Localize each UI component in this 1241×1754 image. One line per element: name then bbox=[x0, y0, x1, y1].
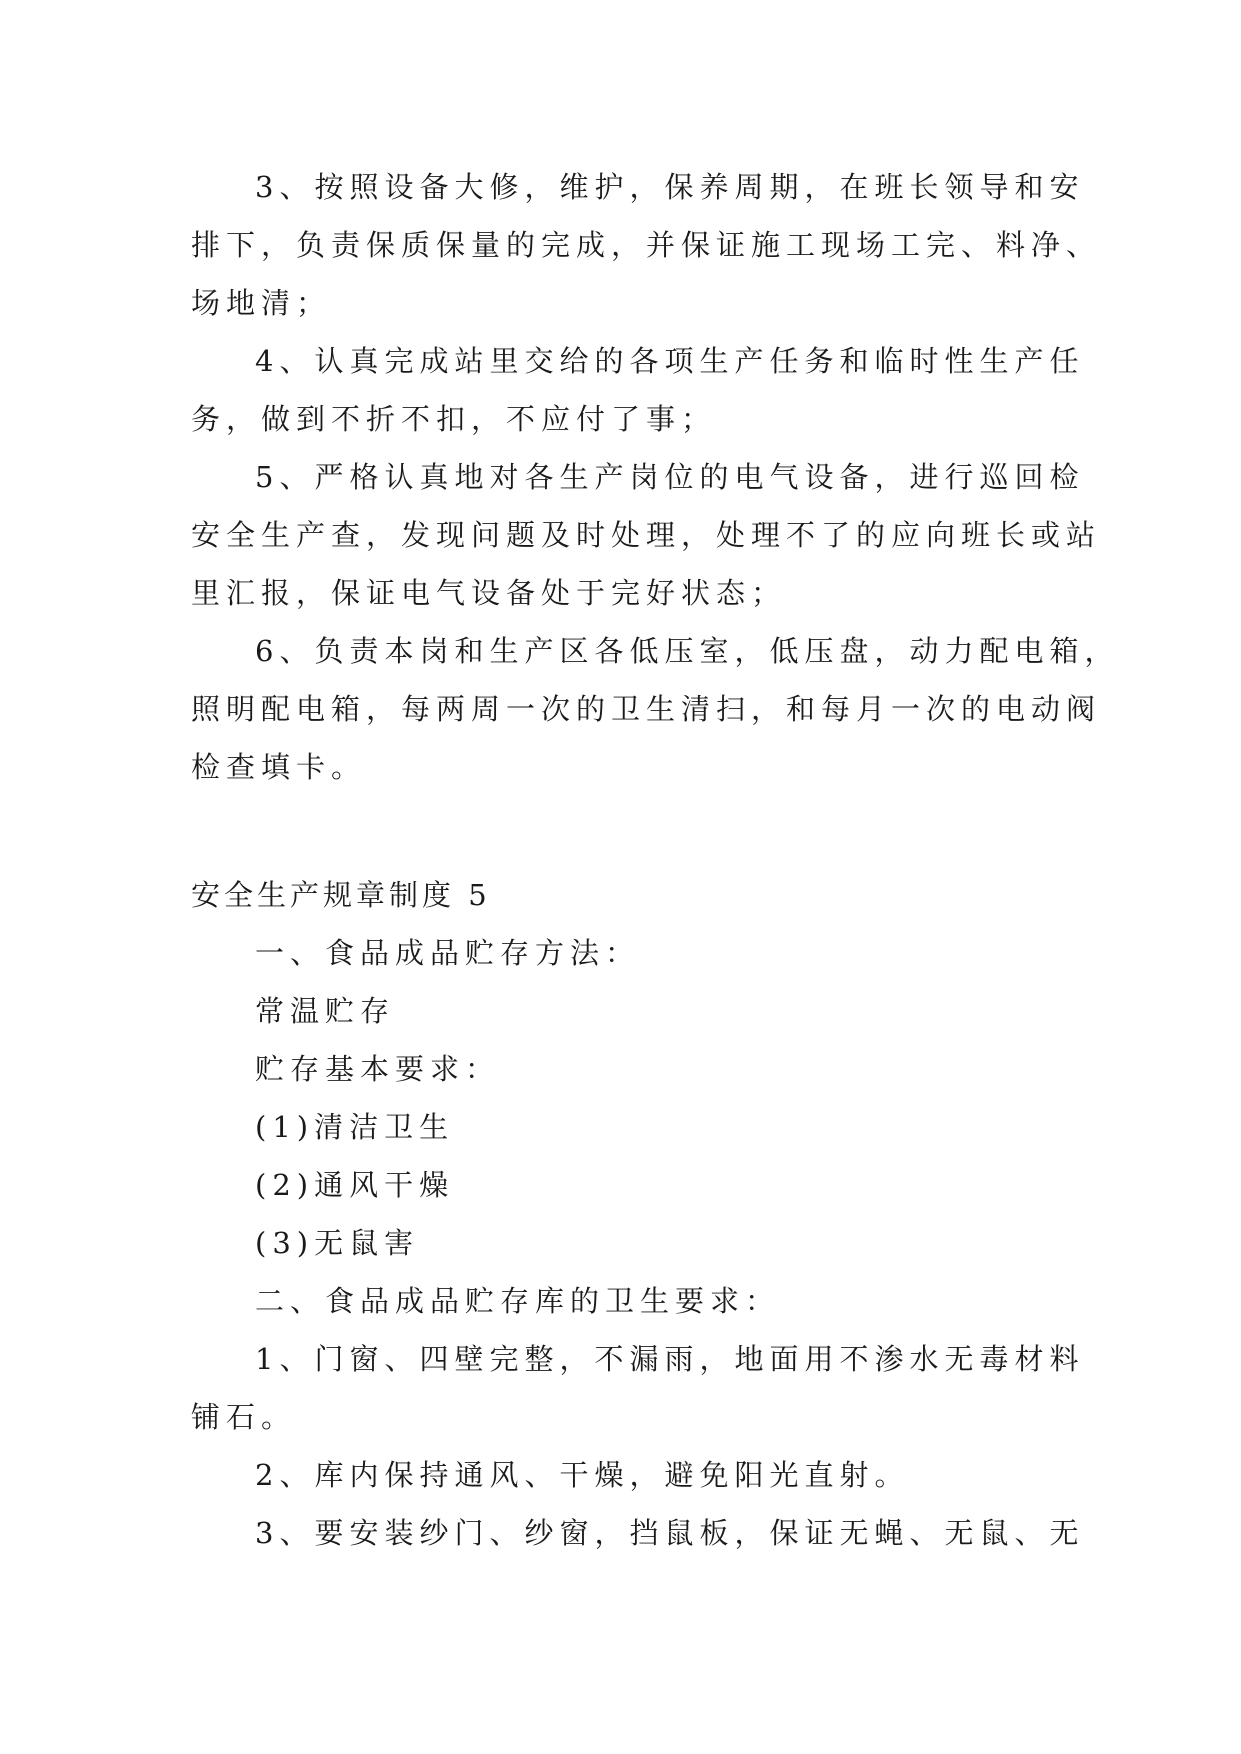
paragraph-cleaning bbox=[191, 622, 1120, 796]
list-item: 贮存基本要求： bbox=[255, 1052, 501, 1086]
section-title: 安全生产规章制度 5 bbox=[191, 878, 491, 912]
text-line: 2、库内保持通风、干燥，避免阳光直射。 bbox=[255, 1458, 910, 1492]
paragraph-maintenance bbox=[191, 158, 1102, 332]
text-line: 安全生产查，发现问题及时处理，处理不了的应向班长或站 bbox=[191, 518, 1102, 552]
list-item: 一、食品成品贮存方法： bbox=[255, 936, 641, 970]
paragraph-screens bbox=[191, 1504, 1085, 1562]
text-line: 1、门窗、四壁完整，不漏雨，地面用不渗水无毒材料 bbox=[255, 1342, 1085, 1376]
text-line: 检查填卡。 bbox=[191, 750, 367, 784]
text-line: 照明配电箱，每两周一次的卫生清扫，和每月一次的电动阀 bbox=[191, 692, 1102, 726]
text-line: 4、认真完成站里交给的各项生产任务和临时性生产任 bbox=[255, 344, 1085, 378]
text-line: 5、严格认真地对各生产岗位的电气设备，进行巡回检 bbox=[255, 460, 1085, 494]
paragraph-production-tasks bbox=[191, 332, 1085, 448]
document-body bbox=[191, 158, 1120, 1562]
text-line: 排下，负责保质保量的完成，并保证施工现场工完、料净、 bbox=[191, 228, 1102, 262]
paragraph-ventilation bbox=[191, 1446, 1071, 1504]
text-line: 3、按照设备大修，维护，保养周期，在班长领导和安 bbox=[255, 170, 1085, 204]
list-item: (1)清洁卫生 bbox=[255, 1110, 455, 1144]
text-line: 3、要安装纱门、纱窗，挡鼠板，保证无蝇、无鼠、无 bbox=[255, 1516, 1085, 1550]
paragraph-warehouse-structure bbox=[191, 1330, 1085, 1446]
list-item: (2)通风干燥 bbox=[255, 1168, 455, 1202]
list-item: (3)无鼠害 bbox=[255, 1226, 420, 1260]
text-line: 6、负责本岗和生产区各低压室，低压盘，动力配电箱， bbox=[255, 634, 1120, 668]
text-line: 务，做到不折不扣，不应付了事； bbox=[191, 402, 717, 436]
text-line: 里汇报，保证电气设备处于完好状态； bbox=[191, 576, 787, 610]
text-line: 铺石。 bbox=[191, 1400, 297, 1434]
text-line: 场地清； bbox=[191, 286, 332, 320]
paragraph-electrical-inspection bbox=[191, 448, 1102, 622]
list-item: 二、食品成品贮存库的卫生要求： bbox=[255, 1284, 781, 1318]
list-item: 常温贮存 bbox=[255, 994, 396, 1028]
